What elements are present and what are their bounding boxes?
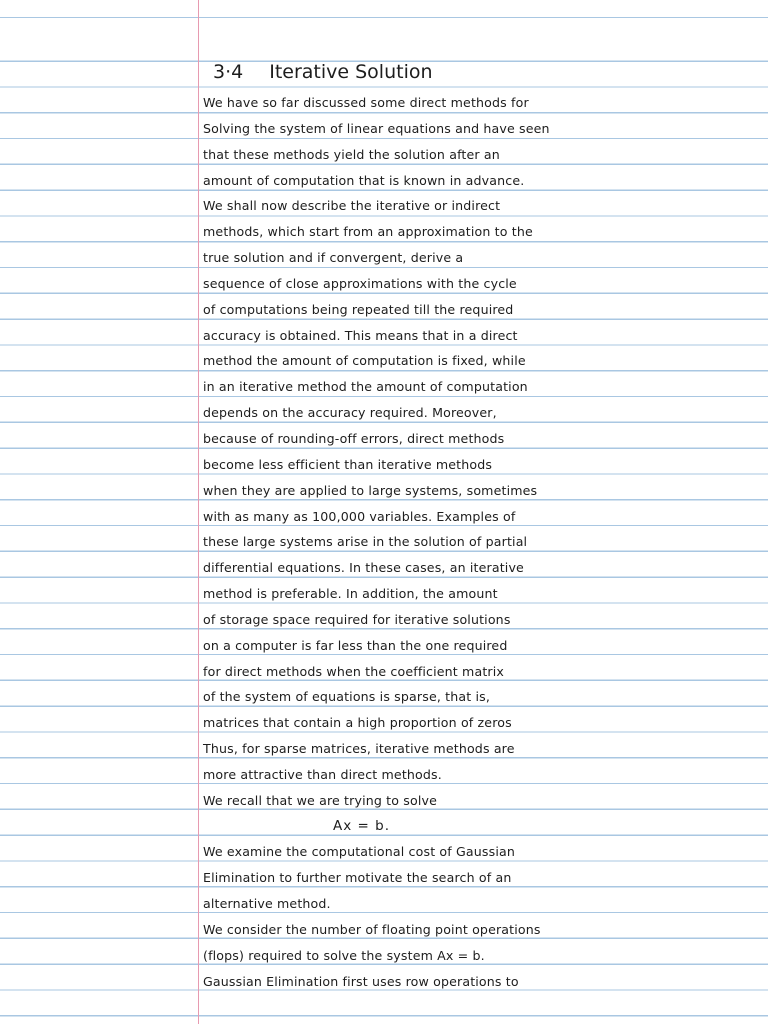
text-line: when they are applied to large systems, sometimes <box>203 482 538 498</box>
text-line: true solution and if convergent, derive a <box>203 250 464 266</box>
text-line: of storage space required for iterative solutions <box>203 611 511 627</box>
text-line: methods, which start from an approximation to the <box>203 224 533 240</box>
text-line: on a computer is far less than the one required <box>203 637 508 653</box>
text-line: differential equations. In these cases, an iterative <box>203 560 524 576</box>
text-line: depends on the accuracy required. Moreover, <box>203 405 497 421</box>
text-line: of computations being repeated till the required <box>203 301 514 317</box>
text-line: Elimination to further motivate the search of an <box>203 870 512 886</box>
text-line: accuracy is obtained. This means that in a direct <box>203 327 518 343</box>
text-line: with as many as 100,000 variables. Examples of <box>203 508 516 524</box>
handwritten-text <box>203 90 623 995</box>
section-heading <box>213 60 459 84</box>
text-line: We recall that we are trying to solve <box>203 792 437 808</box>
text-line: more attractive than direct methods. <box>203 766 442 782</box>
text-line: become less efficient than iterative methods <box>203 456 493 472</box>
text-line: We examine the computational cost of Gaussian <box>203 844 516 860</box>
text-line: We have so far discussed some direct methods for <box>203 95 529 110</box>
text-line: We consider the number of floating point operations <box>203 922 541 937</box>
text-line: (flops) required to solve the system Ax = b. <box>203 947 485 963</box>
text-line: amount of computation that is known in advance. <box>203 172 525 188</box>
text-line: Gaussian Elimination first uses row operations to <box>203 973 519 989</box>
section-title: Iterative Solution <box>269 61 433 83</box>
text-line: that these methods yield the solution after an <box>203 146 500 162</box>
text-line: method is preferable. In addition, the amount <box>203 586 498 602</box>
text-line: Solving the system of linear equations and have seen <box>203 120 550 136</box>
text-line: alternative method. <box>203 896 331 912</box>
text-line: for direct methods when the coefficient matrix <box>203 663 505 679</box>
text-line: We shall now describe the iterative or indirect <box>203 198 501 214</box>
text-line: in an iterative method the amount of computation <box>203 379 528 395</box>
text-line: matrices that contain a high proportion of zeros <box>203 715 512 731</box>
equation-line: Ax = b. <box>333 817 390 834</box>
text-line: of the system of equations is sparse, that is, <box>203 689 490 705</box>
text-line: because of rounding-off errors, direct methods <box>203 430 505 446</box>
text-line: Thus, for sparse matrices, iterative methods are <box>203 741 515 757</box>
text-line: these large systems arise in the solution of partial <box>203 534 528 550</box>
text-line: method the amount of computation is fixed, while <box>203 353 526 369</box>
section-number: 3·4 <box>213 61 244 83</box>
margin-line <box>198 0 199 1024</box>
text-line: sequence of close approximations with the cycle <box>203 275 517 291</box>
